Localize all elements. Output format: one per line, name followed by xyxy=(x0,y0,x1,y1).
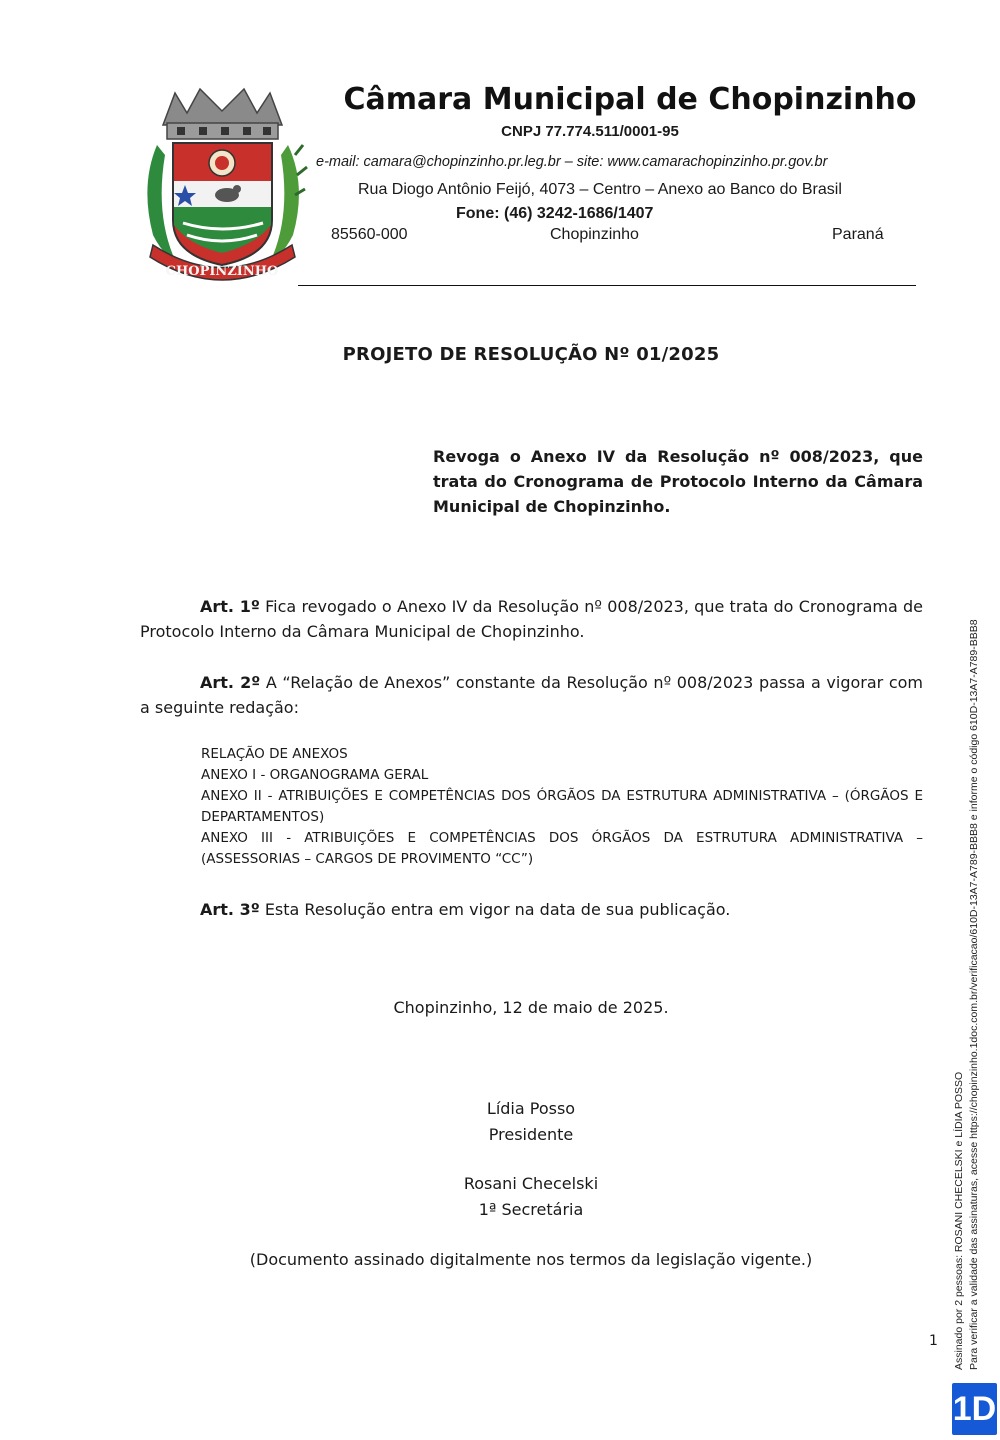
postal-code: 85560-000 xyxy=(331,226,408,243)
article-3-text: Esta Resolução entra em vigor na data de sua publicação. xyxy=(259,900,731,919)
article-3 xyxy=(140,897,923,922)
cnpj: CNPJ 77.774.511/0001-95 xyxy=(501,123,679,140)
annex-item: ANEXO II - ATRIBUIÇÕES E COMPETÊNCIAS DOS ÓRGÃOS DA ESTRUTURA ADMINISTRATIVA – (ÓRGÃOS E DEPARTAMENTOS) xyxy=(201,788,923,825)
onedoc-logo-icon: 1D xyxy=(952,1383,997,1435)
signed-by-text: Assinado por 2 pessoas: ROSANI CHECELSKI e LÍDIA POSSO xyxy=(953,1071,965,1370)
signatory-name: Lídia Posso xyxy=(486,1099,576,1118)
article-2-label: Art. 2º xyxy=(200,673,261,692)
signatory-name: Rosani Checelski xyxy=(463,1174,599,1193)
place-date: Chopinzinho, 12 de maio de 2025. xyxy=(393,998,669,1017)
digital-signature-note: (Documento assinado digitalmente nos termos da legislação vigente.) xyxy=(249,1250,813,1269)
annex-list xyxy=(201,744,923,870)
address: Rua Diogo Antônio Feijó, 4073 – Centro – Anexo ao Banco do Brasil xyxy=(358,181,842,198)
verification-link[interactable]: Para verificar a validade das assinaturas, acesse https://chopinzinho.1doc.com.br/verificacao/610D-13A7-A789-BBB8 e informe o código 610D-13A7-A789-BBB8 xyxy=(968,619,980,1370)
header-divider xyxy=(298,285,916,286)
contact-line: e-mail: camara@chopinzinho.pr.leg.br – site: www.camarachopinzinho.pr.gov.br xyxy=(316,154,828,170)
article-2 xyxy=(140,670,923,720)
signatory-2 xyxy=(0,1171,1000,1223)
article-3-label: Art. 3º xyxy=(200,900,260,919)
state: Paraná xyxy=(832,226,884,243)
annex-list-heading: RELAÇÃO DE ANEXOS xyxy=(201,746,348,762)
city: Chopinzinho xyxy=(550,226,639,243)
annex-item: ANEXO III - ATRIBUIÇÕES E COMPETÊNCIAS DOS ÓRGÃOS DA ESTRUTURA ADMINISTRATIVA – (ASSESSORIAS – CARGOS DE PROVIMENTO “CC”) xyxy=(201,830,923,867)
phone: Fone: (46) 3242-1686/1407 xyxy=(456,205,654,222)
annex-item: ANEXO I - ORGANOGRAMA GERAL xyxy=(201,767,429,783)
article-2-text: A “Relação de Anexos” constante da Resolução nº 008/2023 passa a vigorar com a seguinte redação: xyxy=(140,673,923,717)
coat-of-arms-ribbon-label: CHOPINZINHO xyxy=(165,264,279,279)
signatory-role: 1ª Secretária xyxy=(478,1200,584,1219)
ementa: Revoga o Anexo IV da Resolução nº 008/2023, que trata do Cronograma de Protocolo Interno da Câmara Municipal de Chopinzinho. xyxy=(433,447,923,516)
article-1-label: Art. 1º xyxy=(200,597,260,616)
page-number: 1 xyxy=(929,1333,938,1349)
coat-of-arms-icon xyxy=(135,85,310,290)
article-1 xyxy=(140,594,923,644)
chamber-name: Câmara Municipal de Chopinzinho xyxy=(343,82,917,117)
document-title: PROJETO DE RESOLUÇÃO Nº 01/2025 xyxy=(342,344,720,365)
signatory-role: Presidente xyxy=(488,1125,574,1144)
article-1-text: Fica revogado o Anexo IV da Resolução nº 008/2023, que trata do Cronograma de Protocolo Interno da Câmara Municipal de Chopinzinho. xyxy=(140,597,923,641)
signatory-1 xyxy=(0,1096,1000,1148)
